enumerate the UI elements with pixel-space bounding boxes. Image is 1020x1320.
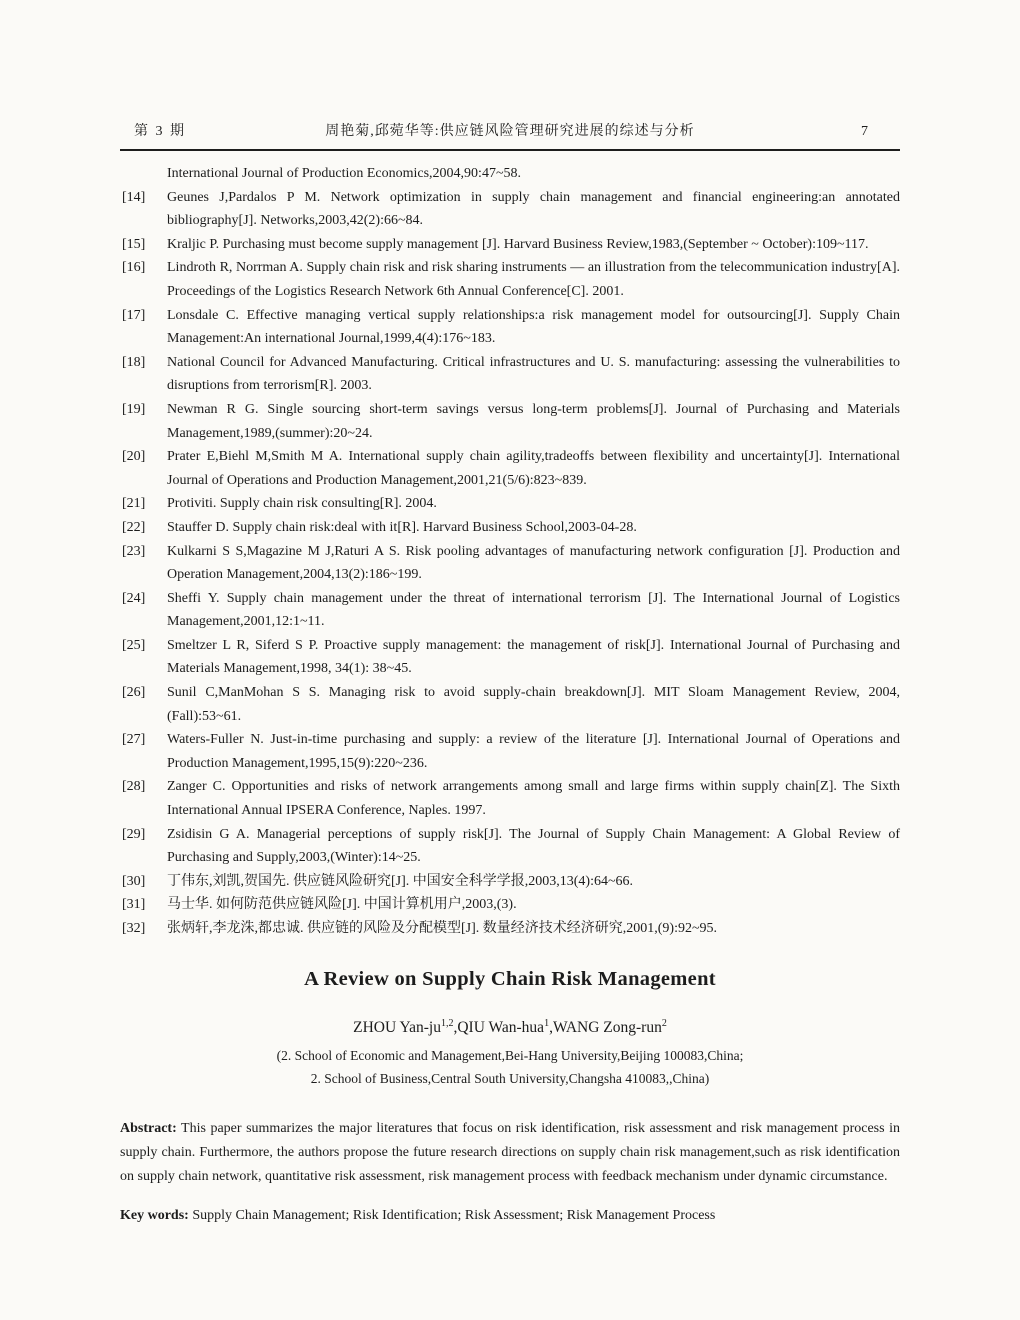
reference-number: [14] [122, 189, 146, 205]
reference-text: Lindroth R, Norrman A. Supply chain risk and risk sharing instruments — an illustration from the telecommunication industry[A]. Proceedings of the Logistics Research Network 6th Annual Conference[C]. 2001. [167, 260, 900, 299]
reference-text: Sheffi Y. Supply chain management under the threat of international terrorism [J]. The International Journal of Logistics Management,2001,12:1~11. [167, 590, 900, 630]
affiliation-line-2: 2. School of Business,Central South University,Changsha 410083,,China) [310, 1070, 710, 1086]
reference-text: 张炳轩,李龙洙,都忠诚. 供应链的风险及分配模型[J]. 数量经济技术经济研究,2001,(9):92~95. [167, 921, 718, 936]
reference-number: [26] [122, 685, 146, 701]
reference-item [120, 893, 900, 917]
reference-items [120, 186, 900, 941]
reference-item [120, 540, 900, 587]
reference-text: Lonsdale C. Effective managing vertical supply relationships:a risk management model for outsourcing[J]. Supply Chain Management:An international Journal,1999,4(4):176~183. [167, 307, 900, 347]
reference-number: [28] [122, 779, 146, 795]
reference-item [120, 492, 900, 516]
reference-number: [20] [122, 449, 146, 465]
reference-item [120, 445, 900, 492]
reference-text: Kraljic P. Purchasing must become supply management [J]. Harvard Business Review,1983,(September ~ October):109~117. [167, 236, 869, 252]
reference-number: [24] [122, 590, 146, 606]
reference-number: [23] [122, 543, 146, 559]
reference-number: [31] [122, 897, 146, 913]
reference-item [120, 587, 900, 634]
reference-list [120, 162, 900, 941]
reference-item [120, 398, 900, 445]
issue-label: 第 3 期 [134, 124, 186, 139]
running-title: 周艳菊,邱菀华等:供应链风险管理研究进展的综述与分析 [325, 124, 695, 139]
reference-text: Kulkarni S S,Magazine M J,Raturi A S. Risk pooling advantages of manufacturing network configuration [J]. Production and Operation Management,2004,13(2):186~199. [167, 543, 900, 583]
page-number: 7 [861, 124, 868, 139]
reference-number: [30] [122, 873, 146, 889]
author-3-affiliation-marker: 2 [661, 1017, 667, 1029]
reference-item [120, 304, 900, 351]
reference-number: [19] [122, 401, 146, 417]
reference-number: [17] [122, 307, 146, 323]
page-content [120, 0, 900, 1228]
reference-item [120, 233, 900, 257]
keywords-text: Supply Chain Management; Risk Identification; Risk Assessment; Risk Management Process [192, 1207, 716, 1223]
reference-item [120, 516, 900, 540]
reference-number: [32] [122, 921, 146, 936]
running-header [120, 0, 900, 151]
author-2: ,QIU Wan-hua [453, 1018, 545, 1036]
abstract-label: Abstract: [120, 1120, 177, 1136]
reference-number: [15] [122, 236, 146, 252]
reference-item [120, 634, 900, 681]
reference-item [120, 823, 900, 870]
reference-number: [29] [122, 826, 146, 842]
abstract-text: This paper summarizes the major literatures that focus on risk identification, risk assessment and risk management process in supply chain. Furthermore, the authors propose the future research directions on supply chain risk management,such as risk identification on supply chain network, quantitative risk assessment, risk management process with feedback mechanism under dynamic circumstance. [120, 1120, 900, 1185]
reference-carryover-line: International Journal of Production Economics,2004,90:47~58. [167, 166, 522, 181]
reference-item [120, 728, 900, 775]
keywords-label: Key words: [120, 1207, 189, 1223]
reference-number: [22] [122, 519, 146, 535]
reference-item [120, 870, 900, 894]
reference-number: [16] [122, 260, 146, 276]
author-3: ,WANG Zong-run [549, 1018, 662, 1036]
reference-text: Stauffer D. Supply chain risk:deal with it[R]. Harvard Business School,2003-04-28. [167, 519, 637, 535]
reference-text: 马士华. 如何防范供应链风险[J]. 中国计算机用户,2003,(3). [167, 897, 517, 913]
english-authors [120, 1018, 900, 1037]
reference-item [120, 775, 900, 822]
reference-text: Geunes J,Pardalos P M. Network optimization in supply chain management and financial engineering:an annotated bibliography[J]. Networks,2003,42(2):66~84. [167, 189, 900, 229]
reference-item [120, 681, 900, 728]
affiliation-line-1: (2. School of Economic and Management,Bei-Hang University,Beijing 100083,China; [276, 1047, 744, 1063]
reference-number: [27] [122, 732, 146, 748]
reference-number: [21] [122, 496, 146, 512]
reference-number: [25] [122, 637, 146, 653]
reference-number: [18] [122, 354, 146, 370]
reference-text: Sunil C,ManMohan S S. Managing risk to avoid supply-chain breakdown[J]. MIT Sloam Management Review, 2004,(Fall):53~61. [167, 685, 900, 724]
reference-text: Zsidisin G A. Managerial perceptions of supply risk[J]. The Journal of Supply Chain Management: A Global Review of Purchasing and Supply,2003,(Winter):14~25. [167, 826, 900, 866]
reference-item [120, 186, 900, 233]
reference-text: Waters-Fuller N. Just-in-time purchasing and supply: a review of the literature [J]. International Journal of Operations and Production Management,1995,15(9):220~236. [167, 732, 900, 771]
english-keywords [120, 1204, 900, 1228]
english-title: A Review on Supply Chain Risk Management [304, 967, 716, 990]
reference-text: National Council for Advanced Manufacturing. Critical infrastructures and U. S. manufacturing: assessing the vulnerabilities to disruptions from terrorism[R]. 2003. [167, 354, 900, 394]
reference-text: 丁伟东,刘凯,贺国先. 供应链风险研究[J]. 中国安全科学学报,2003,13(4):64~66. [167, 873, 634, 889]
reference-item [120, 351, 900, 398]
reference-text: Protiviti. Supply chain risk consulting[R]. 2004. [167, 496, 437, 512]
reference-text: Smeltzer L R, Siferd S P. Proactive supply management: the management of risk[J]. International Journal of Purchasing and Materials Management,1998, 34(1): 38~45. [167, 637, 900, 677]
english-affiliations [120, 1044, 900, 1090]
author-1-affiliation-marker: 1,2 [440, 1017, 454, 1029]
reference-item [120, 256, 900, 303]
english-abstract [120, 1117, 900, 1190]
reference-text: Newman R G. Single sourcing short-term savings versus long-term problems[J]. Journal of Purchasing and Materials Management,1989,(summer):20~24. [167, 401, 900, 441]
reference-text: Zanger C. Opportunities and risks of network arrangements among small and large firms within supply chain[Z]. The Sixth International Annual IPSERA Conference, Naples. 1997. [167, 779, 900, 819]
reference-item [120, 917, 900, 941]
author-1: ZHOU Yan-ju [353, 1018, 441, 1036]
author-2-affiliation-marker: 1 [544, 1017, 550, 1029]
reference-text: Prater E,Biehl M,Smith M A. International supply chain agility,tradeoffs between flexibility and uncertainty[J]. International Journal of Operations and Production Management,2001,21(5/6):823~839. [167, 449, 900, 488]
